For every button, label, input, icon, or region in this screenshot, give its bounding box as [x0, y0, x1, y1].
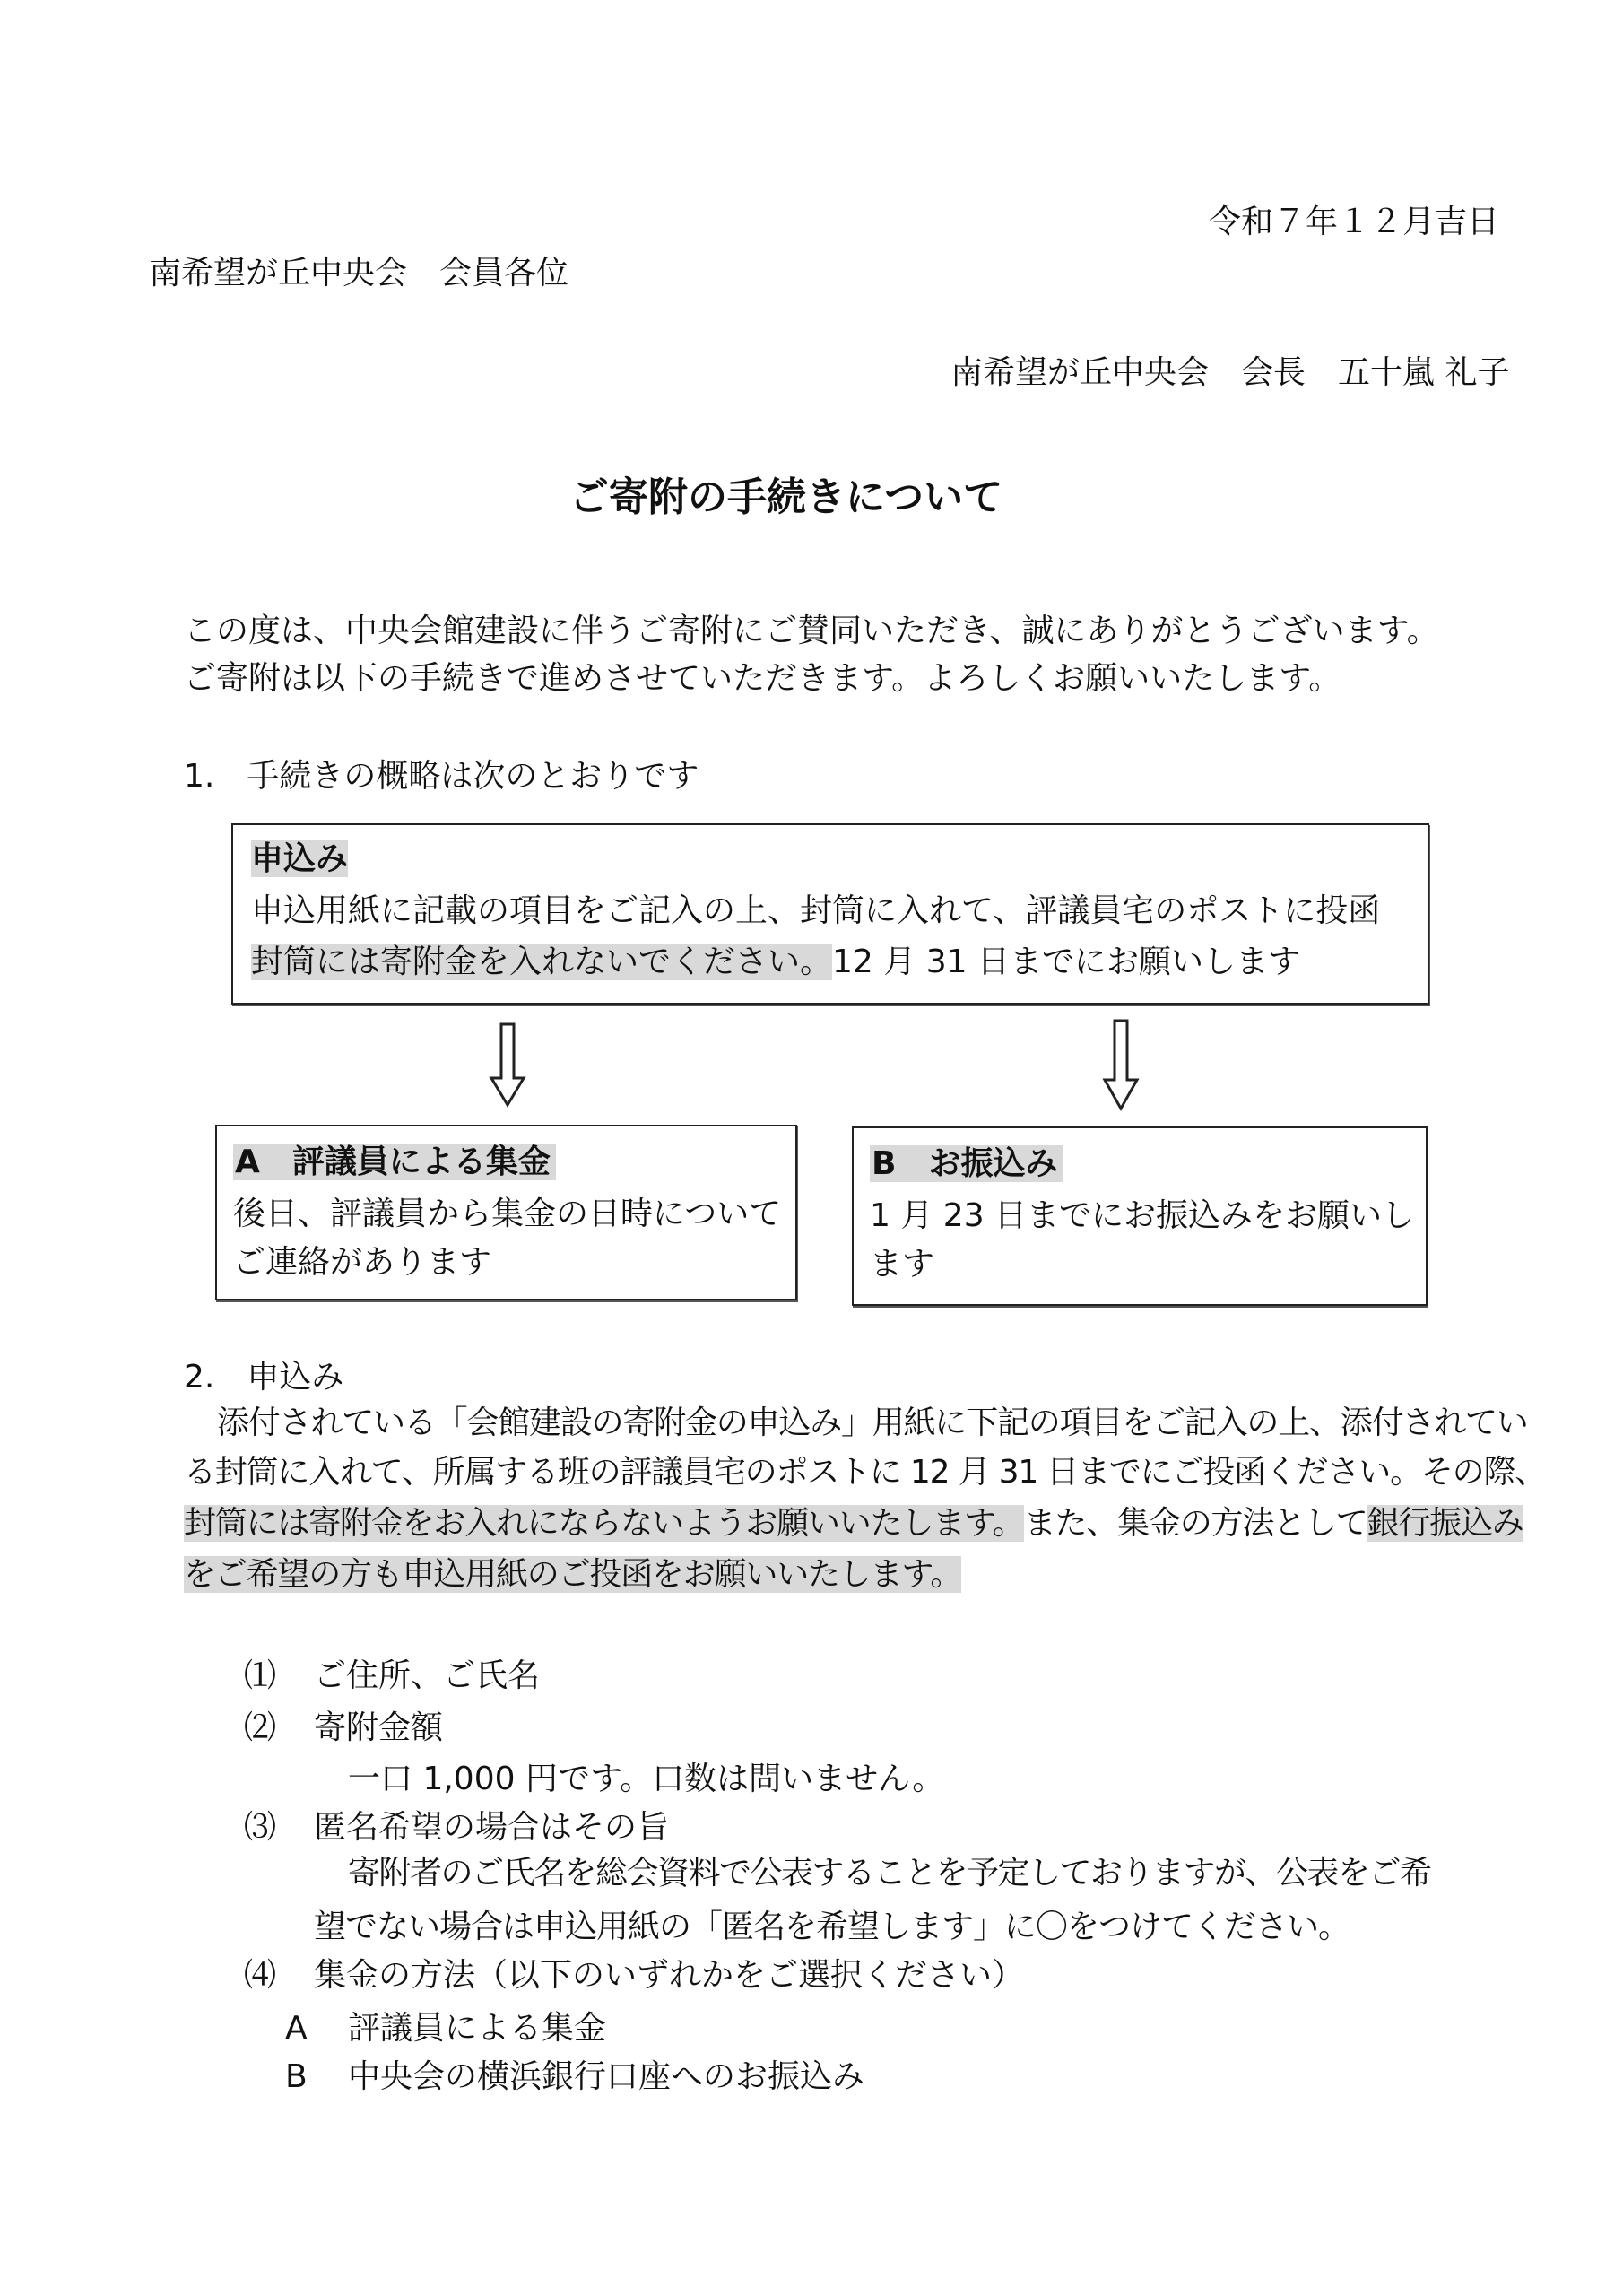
option-a-box	[215, 1125, 797, 1300]
page-title: ご寄附の手続きについて	[569, 474, 1003, 520]
addressee: 南希望が丘中央会 会員各位	[149, 255, 569, 291]
arrow-down-icon	[1101, 1019, 1141, 1112]
section2-line-3-mid: また、集金の方法として	[1023, 1505, 1367, 1542]
section2-line-4: をご希望の方も申込用紙のご投函をお願いいたします。	[184, 1556, 962, 1593]
section2-bank-transfer: 銀行振込み	[1367, 1505, 1523, 1542]
item-4-option-b-letter: B	[285, 2058, 308, 2095]
apply-box-warning: 封筒には寄附金を入れないでください。	[251, 944, 833, 980]
option-b-line-1: 1 月 23 日までにお振込みをお願いし	[870, 1197, 1415, 1234]
section1-heading: 1. 手続きの概略は次のとおりです	[184, 758, 699, 795]
item-4-label: 集金の方法（以下のいずれかをご選択ください）	[314, 1957, 1025, 1994]
section2-heading: 2. 申込み	[184, 1359, 344, 1396]
item-2-number: ⑵	[244, 1709, 277, 1746]
apply-box-line-2	[251, 943, 1300, 982]
item-3-detail-2: 望でない場合は申込用紙の「匿名を希望します」に〇をつけてください。	[314, 1909, 1350, 1945]
item-4-option-b-text: 中央会の横浜銀行口座へのお振込み	[348, 2058, 865, 2095]
section2-line-2: る封筒に入れて、所属する班の評議員宅のポストに 12 月 31 日までにご投函ください。その際、	[184, 1454, 1547, 1491]
item-2-detail: 一口 1,000 円です。口数は問いません。	[348, 1761, 945, 1797]
apply-box-title: 申込み	[251, 840, 349, 877]
intro-line-1: この度は、中央会館建設に伴うご寄附にご賛同いただき、誠にありがとうございます。	[184, 613, 1439, 649]
item-2-label: 寄附金額	[314, 1709, 444, 1746]
sender: 南希望が丘中央会 会長 五十嵐 礼子	[950, 354, 1510, 391]
item-3-number: ⑶	[244, 1809, 277, 1846]
option-a-title: A 評議員による集金	[233, 1144, 556, 1180]
item-4-option-a-letter: A	[285, 2010, 308, 2047]
item-3-detail-1: 寄附者のご氏名を総会資料で公表することを予定しておりますが、公表をご希	[348, 1855, 1431, 1892]
option-b-line-2: ます	[870, 1246, 935, 1283]
arrow-down-icon	[488, 1022, 527, 1109]
item-4-number: ⑷	[244, 1957, 277, 1994]
option-a-line-1: 後日、評議員から集金の日時について	[233, 1196, 782, 1232]
apply-box-line-1: 申込用紙に記載の項目をご記入の上、封筒に入れて、評議員宅のポストに投函	[251, 892, 1381, 929]
section2-warning: 封筒には寄附金をお入れにならないようお願いいたします。	[184, 1505, 1024, 1542]
section2-line-1: 添付されている「会館建設の寄附金の申込み」用紙に下記の項目をご記入の上、添付されてい	[217, 1405, 1528, 1441]
item-1-label: ご住所、ご氏名	[314, 1657, 541, 1694]
intro-line-2: ご寄附は以下の手続きで進めさせていただきます。よろしくお願いいたします。	[184, 660, 1341, 697]
section2-line-3	[184, 1504, 1523, 1544]
option-b-title: B お振込み	[870, 1145, 1063, 1182]
apply-box	[231, 823, 1429, 1004]
apply-box-deadline: 12 月 31 日までにお願いします	[832, 944, 1300, 980]
item-4-option-a-text: 評議員による集金	[348, 2010, 607, 2047]
option-b-box	[852, 1126, 1428, 1306]
item-1-number: ⑴	[244, 1657, 277, 1694]
document-date: 令和７年１２月吉日	[1209, 204, 1500, 240]
option-a-line-2: ご連絡があります	[233, 1244, 492, 1281]
item-3-label: 匿名希望の場合はその旨	[314, 1809, 670, 1846]
